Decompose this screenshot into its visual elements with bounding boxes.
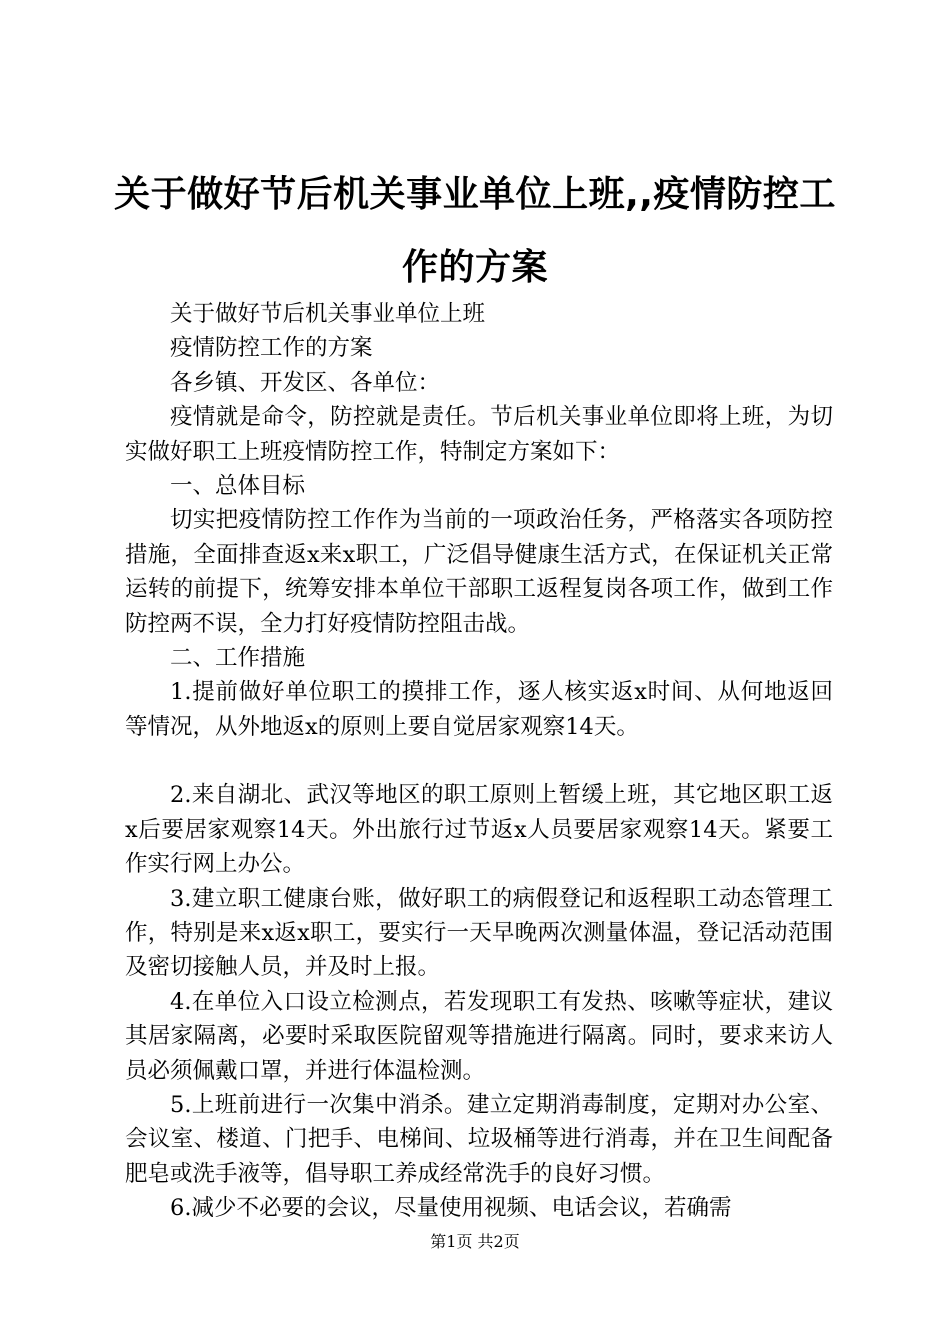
measure-item-2: 2.来自湖北、武汉等地区的职工原则上暂缓上班，其它地区职工返x后要居家观察14天。外出旅行过节返x人员要居家观察14天。紧要工作实行网上办公。 [125, 782, 833, 878]
measure-item-1: 1.提前做好单位职工的摸排工作，逐人核实返x时间、从何地返回等情况，从外地返x的原则上要自觉居家观察14天。 [125, 679, 833, 740]
paragraph-salutation: 各乡镇、开发区、各单位： [170, 369, 441, 396]
measure-item-4: 4.在单位入口设立检测点，若发现职工有发热、咳嗽等症状，建议其居家隔离，必要时采取医院留观等措施进行隔离。同时，要求来访人员必须佩戴口罩，并进行体温检测。 [125, 988, 833, 1084]
paragraph-heading-line-2: 疫情防控工作的方案 [170, 335, 373, 362]
paragraph-goal: 切实把疫情防控工作作为当前的一项政治任务，严格落实各项防控措施，全面排查返x来x职工，广泛倡导健康生活方式，在保证机关正常运转的前提下，统筹安排本单位干部职工返程复岗各项工作，做到工作防控两不误，全力打好疫情防控阻击战。 [125, 507, 833, 637]
paragraph-heading-line-1: 关于做好节后机关事业单位上班 [170, 301, 486, 327]
document-title: 关于做好节后机关事业单位上班,,疫情防控工作的方案 [114, 174, 836, 288]
section-heading-goal: 一、总体目标 [170, 473, 306, 500]
measure-item-3: 3.建立职工健康台账，做好职工的病假登记和返程职工动态管理工作，特别是来x返x职工，要实行一天早晚两次测量体温，登记活动范围及密切接触人员，并及时上报。 [125, 885, 833, 981]
section-heading-measures: 二、工作措施 [170, 645, 306, 672]
measure-item-6: 6.减少不必要的会议，尽量使用视频、电话会议，若确需 [170, 1195, 732, 1222]
measure-item-5: 5.上班前进行一次集中消杀。建立定期消毒制度，定期对办公室、会议室、楼道、门把手、电梯间、垃圾桶等进行消毒，并在卫生间配备肥皂或洗手液等，倡导职工养成经常洗手的良好习惯。 [125, 1091, 833, 1187]
document-body [125, 297, 833, 1226]
paragraph-intro: 疫情就是命令，防控就是责任。节后机关事业单位即将上班，为切实做好职工上班疫情防控工作，特制定方案如下： [125, 404, 833, 465]
page-number-footer: 第1页 共2页 [430, 1232, 520, 1251]
